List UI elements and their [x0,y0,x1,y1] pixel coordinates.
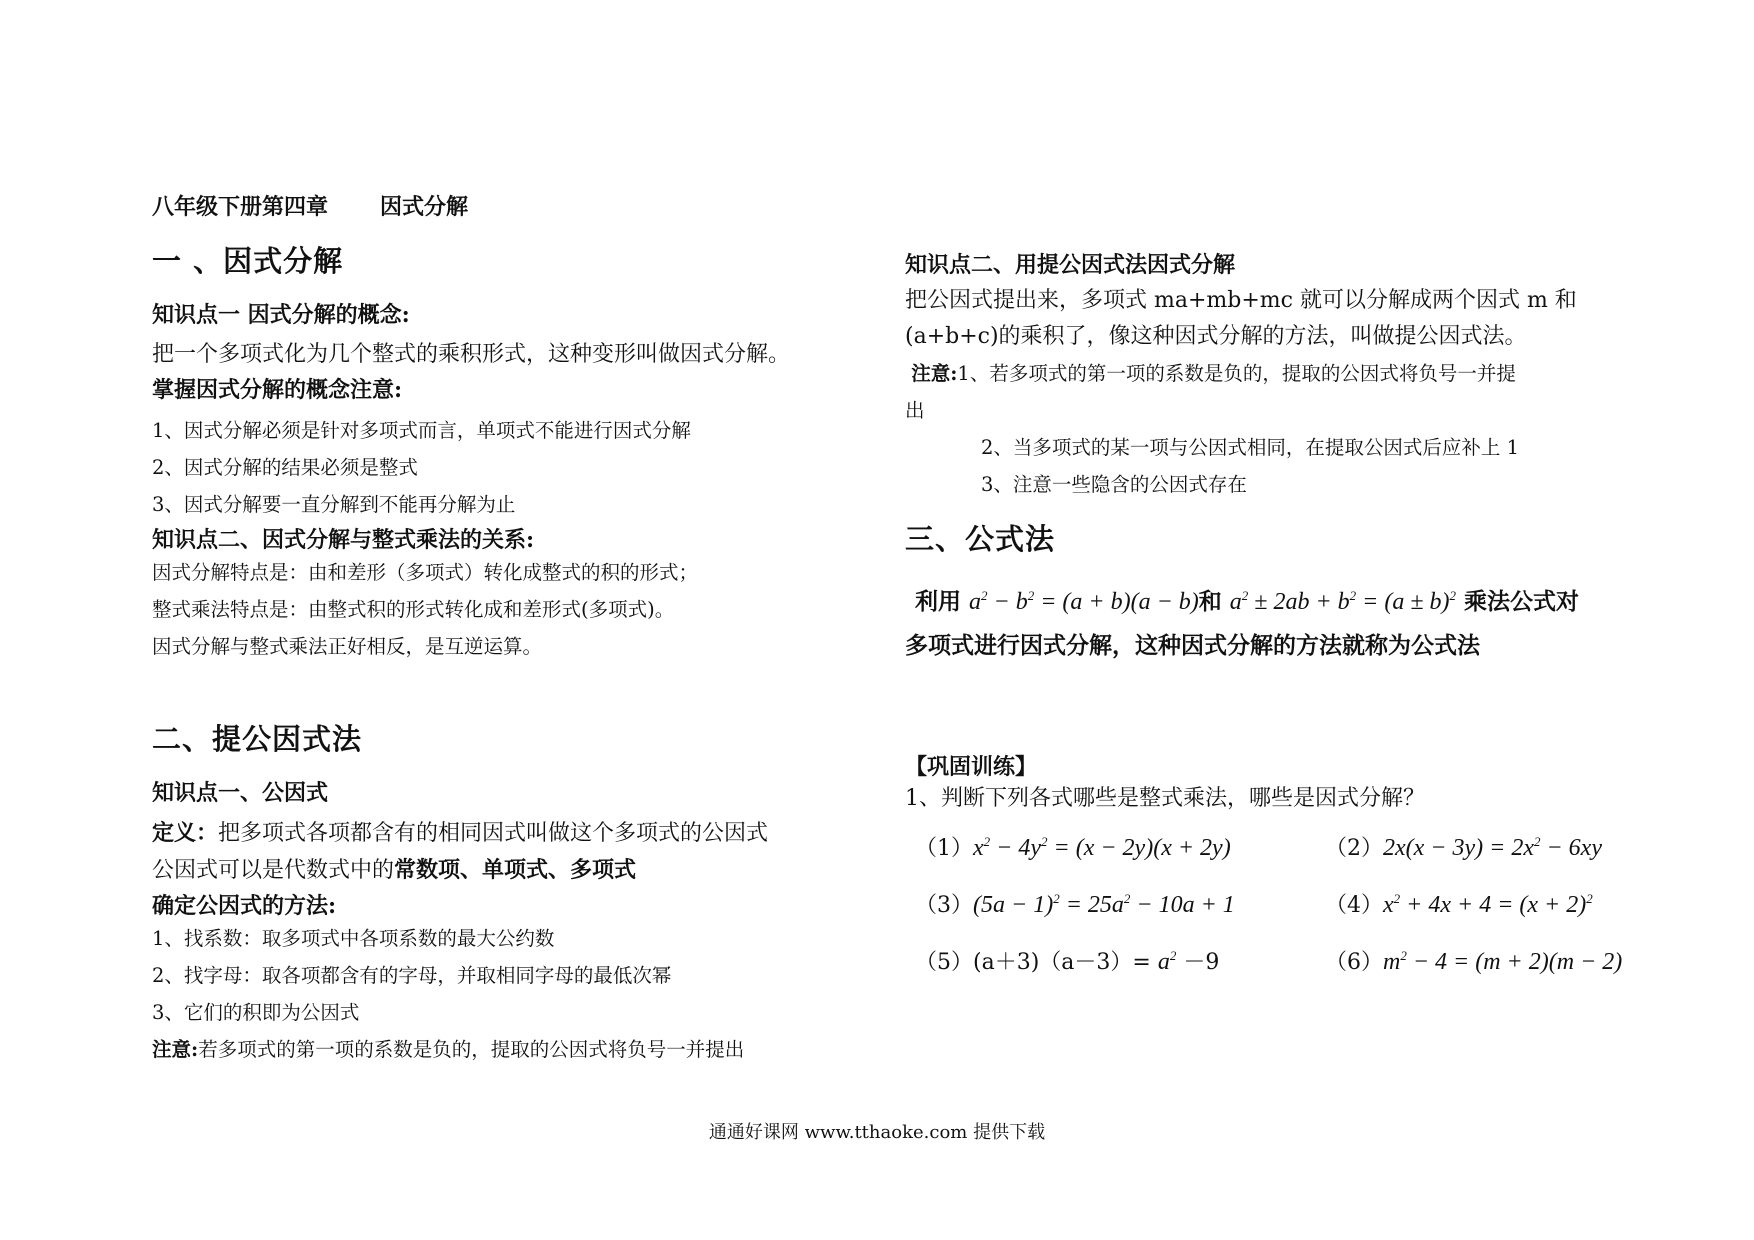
use-word: 利用 [915,588,961,615]
sec2-method-title: 确定公因式的方法: [152,893,337,919]
sec2-kp2-desc-1: 把公因式提出来，多项式 ma+mb+mc 就可以分解成两个因式 m 和 [905,288,1577,313]
sec1-kp1-title: 知识点一 因式分解的概念: [152,302,410,328]
sec2-kp2-note-2: 2、当多项式的某一项与公因式相同，在提取公因式后应补上 1 [981,436,1520,459]
chapter-label: 八年级下册第四章 [152,194,329,220]
sec1-note-1: 1、因式分解必须是针对多项式而言，单项式不能进行因式分解 [152,419,691,442]
section-3-title: 三、公式法 [905,522,1056,556]
sec2-can-be [152,852,872,889]
chapter-heading [152,190,872,221]
exercise-6-expression: $m^2 - 4 = (m + 2)(m - 2)$ [1383,948,1623,975]
kp2-note-label: 注意: [911,362,958,385]
exercise-4 [1325,888,1625,919]
can-be-bold: 常数项、单项式、多项式 [394,857,637,883]
sec2-kp2-note-1 [905,355,1625,392]
sec1-note-2: 2、因式分解的结果必须是整式 [152,456,418,479]
and-word: 和 [1198,588,1222,615]
sec1-kp2-title: 知识点二、因式分解与整式乘法的关系: [152,527,535,553]
exercise-2-number: （2） [1325,836,1383,861]
sec2-method-2: 2、找字母：取各项都含有的字母，并取相同字母的最低次幂 [152,964,672,987]
sec2-kp2-note-3: 3、注意一些隐含的公因式存在 [981,473,1247,496]
sec2-definition [152,815,872,852]
can-be-prefix: 公因式可以是代数式中的 [152,858,395,883]
exercise-1-expression: $x^2 - 4y^2 = (x - 2y)(x + 2y)$ [973,834,1231,861]
exercise-1 [915,831,1325,862]
exercise-1-number: （1） [915,836,973,861]
right-column [905,248,1625,976]
exercise-4-expression: $x^2 + 4x + 4 = (x + 2)^2$ [1383,891,1593,918]
sec2-kp1-title: 知识点一、公因式 [152,780,329,806]
practice-title: 【巩固训练】 [905,754,1038,780]
exercise-2 [1325,831,1625,862]
sec2-method-1: 1、找系数：取多项式中各项系数的最大公约数 [152,927,555,950]
chapter-topic: 因式分解 [380,194,469,220]
sec1-kp2-line-3: 因式分解与整式乘法正好相反，是互逆运算。 [152,635,543,658]
kp2-note-1-text: 1、若多项式的第一项的系数是负的，提取的公因式将负号一并提 [957,362,1516,385]
left-column [152,190,872,1068]
exercise-3-number: （3） [915,893,973,918]
sec2-method-3: 3、它们的积即为公因式 [152,1001,360,1024]
formula-tail: 乘法公式对 [1464,588,1580,615]
exercise-grid [905,831,1625,976]
perfect-square-formula: $a^2 \pm 2ab + b^2 = (a \pm b)^2$ [1229,588,1457,615]
diff-squares-formula: $a^2 - b^2 = (a + b)(a - b)$ [969,588,1199,615]
section-1-title: 一 、因式分解 [152,244,344,278]
exercise-5-expression: $(a+3)(a-3)= a^2 -9$ [973,948,1220,975]
sec1-kp1-definition: 把一个多项式化为几个整式的乘积形式，这种变形叫做因式分解。 [152,342,791,367]
sec2-note [152,1031,872,1068]
sec1-kp2-line-2: 整式乘法特点是：由整式积的形式转化成和差形式(多项式)。 [152,598,675,621]
exercise-5-number: （5） [915,950,973,975]
sec3-line-2: 多项式进行因式分解，这种因式分解的方法就称为公式法 [905,632,1480,659]
sec2-kp2-title: 知识点二、用提公因式法因式分解 [905,252,1236,278]
exercise-6-number: （6） [1325,950,1383,975]
sec1-kp2-line-1: 因式分解特点是：由和差形（多项式）转化成整式的积的形式； [152,561,699,584]
sec1-note-3: 3、因式分解要一直分解到不能再分解为止 [152,493,516,516]
exercise-6 [1325,945,1625,976]
exercise-4-number: （4） [1325,893,1383,918]
exercise-3 [915,888,1325,919]
note-text: 若多项式的第一项的系数是负的，提取的公因式将负号一并提出 [198,1038,745,1061]
section-2-title: 二、提公因式法 [152,722,363,756]
exercise-2-expression: $2x(x - 3y) = 2x^2 - 6xy$ [1383,834,1602,861]
sec3-formula-line [905,580,1625,624]
definition-text: 把多项式各项都含有的相同因式叫做这个多项式的公因式 [218,821,769,846]
exercise-3-expression: $(5a - 1)^2 = 25a^2 - 10a + 1$ [973,891,1235,918]
definition-label: 定义： [152,820,219,846]
sec2-kp2-desc-2: (a+b+c)的乘积了，像这种因式分解的方法，叫做提公因式法。 [905,324,1527,349]
exercise-5 [915,945,1325,976]
note-label: 注意: [152,1038,199,1061]
page-footer: 通通好课网 www.tthaoke.com 提供下载 [708,1122,1046,1143]
practice-question: 1、判断下列各式哪些是整式乘法，哪些是因式分解？ [905,786,1425,811]
sec1-notes-title: 掌握因式分解的概念注意: [152,377,403,403]
sec2-kp2-note-1-cont: 出 [905,399,925,422]
